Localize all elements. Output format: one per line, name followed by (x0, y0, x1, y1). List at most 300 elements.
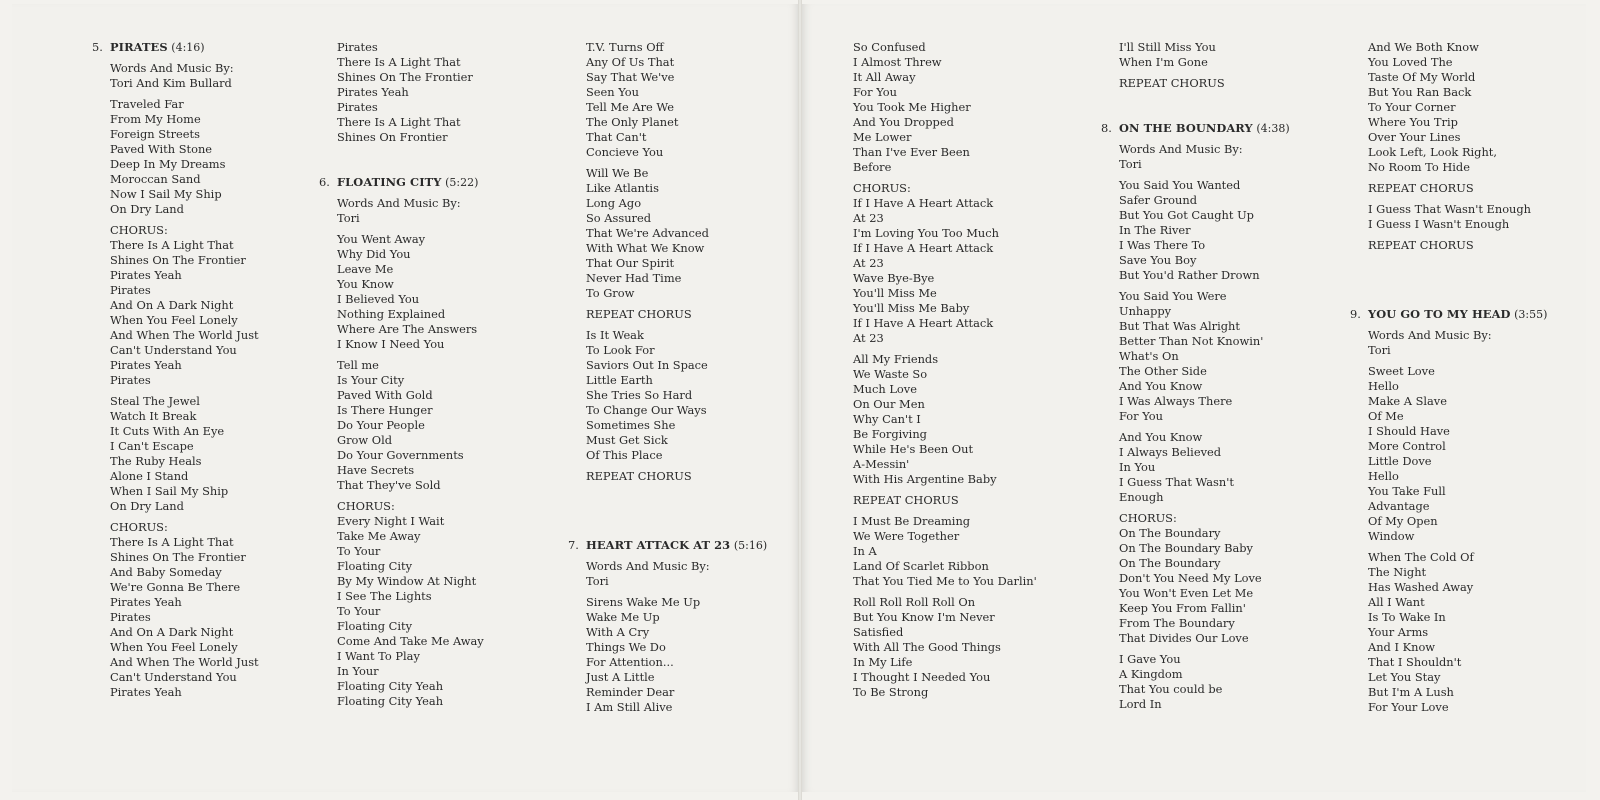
lyric-line: The Night (1368, 565, 1427, 579)
lyric-stanza (1119, 289, 1349, 424)
lyric-line: CHORUS: (853, 181, 911, 195)
lyric-line: Pirates (110, 373, 151, 387)
lyric-line: Tori (1368, 343, 1391, 357)
lyric-line: In A (853, 544, 877, 558)
lyric-line: Shines On The Frontier (337, 70, 473, 84)
lyric-line: Like Atlantis (586, 181, 659, 195)
lyric-line: Pirates Yeah (110, 268, 182, 282)
lyric-line: Paved With Stone (110, 142, 213, 156)
lyric-stanza (1119, 652, 1349, 712)
lyric-line: At 23 (853, 331, 884, 345)
lyric-line: And You Dropped (853, 115, 954, 129)
lyric-line: Nothing Explained (337, 307, 446, 321)
lyric-line: Paved With Gold (337, 388, 433, 402)
lyric-line: When You Feel Lonely (110, 640, 238, 654)
lyric-line: To Your (337, 544, 381, 558)
lyric-line: Be Forgiving (853, 427, 927, 441)
lyric-line: All I Want (1368, 595, 1425, 609)
lyric-line: Has Washed Away (1368, 580, 1474, 594)
lyric-line: You Loved The (1368, 55, 1453, 69)
lyric-line: Save You Boy (1119, 253, 1197, 267)
lyric-line: You Went Away (337, 232, 426, 246)
lyric-line: That Can't (586, 130, 647, 144)
lyric-stanza (110, 394, 340, 514)
lyric-line: Words And Music By: (1119, 142, 1243, 156)
lyric-line: Land Of Scarlet Ribbon (853, 559, 989, 573)
lyric-line: Tori And Kim Bullard (110, 76, 232, 90)
lyric-stanza (110, 61, 340, 91)
lyric-line: I Believed You (337, 292, 420, 306)
lyric-stanza (337, 196, 567, 226)
lyric-line: And You Know (1119, 379, 1203, 393)
lyric-line: With A Cry (586, 625, 650, 639)
lyric-line: When The Cold Of (1368, 550, 1474, 564)
lyric-line: Grow Old (337, 433, 393, 447)
lyric-line: While He's Been Out (853, 442, 974, 456)
section-spacer (1368, 259, 1598, 283)
lyric-line: Satisfied (853, 625, 904, 639)
lyric-line: But You Got Caught Up (1119, 208, 1254, 222)
lyric-line: Keep You From Fallin' (1119, 601, 1246, 615)
lyric-line: On The Boundary (1119, 556, 1221, 570)
lyric-line: Do Your People (337, 418, 425, 432)
lyric-line: Have Secrets (337, 463, 415, 477)
lyric-line: A Kingdom (1119, 667, 1183, 681)
lyric-line: I Want To Play (337, 649, 420, 663)
song-number: 8. (1101, 121, 1112, 135)
lyrics-column-1 (92, 40, 340, 706)
lyric-line: All My Friends (853, 352, 939, 366)
lyric-line: Where Are The Answers (337, 322, 478, 336)
lyric-line: So Confused (853, 40, 926, 54)
lyric-line: And When The World Just (110, 328, 259, 342)
song-title: PIRATES (110, 40, 168, 54)
lyric-line: It Cuts With An Eye (110, 424, 225, 438)
lyric-line: At 23 (853, 211, 884, 225)
lyric-line: Tori (586, 574, 609, 588)
lyric-line: Can't Understand You (110, 343, 237, 357)
lyric-line: With All The Good Things (853, 640, 1001, 654)
lyric-line: Pirates Yeah (110, 358, 182, 372)
lyric-stanza (110, 520, 340, 700)
lyric-line: And On A Dark Night (110, 298, 234, 312)
lyric-line: She Tries So Hard (586, 388, 693, 402)
song-title: FLOATING CITY (337, 175, 442, 189)
lyric-line: Shines On The Frontier (110, 550, 246, 564)
lyric-line: Unhappy (1119, 304, 1172, 318)
lyric-line: Pirates (337, 100, 378, 114)
lyric-stanza (853, 40, 1083, 175)
lyric-stanza (337, 358, 567, 493)
lyric-line: Pirates Yeah (110, 595, 182, 609)
lyric-line: Say That We've (586, 70, 675, 84)
lyric-line: What's On (1119, 349, 1179, 363)
lyric-line: That You could be (1119, 682, 1223, 696)
lyric-line: Shines On Frontier (337, 130, 448, 144)
lyric-line: Now I Sail My Ship (110, 187, 222, 201)
lyric-line: Me Lower (853, 130, 912, 144)
lyric-stanza (1119, 178, 1349, 283)
lyric-line: You'll Miss Me (853, 286, 937, 300)
lyric-line: Words And Music By: (337, 196, 461, 210)
lyric-line: REPEAT CHORUS (1119, 76, 1225, 90)
lyric-line: Every Night I Wait (337, 514, 445, 528)
lyric-line: Taste Of My World (1368, 70, 1476, 84)
lyric-line: Enough (1119, 490, 1164, 504)
lyric-line: So Assured (586, 211, 652, 225)
lyric-line: You'll Miss Me Baby (853, 301, 970, 315)
lyric-line: Better Than Not Knowin' (1119, 334, 1264, 348)
lyric-stanza (1368, 328, 1598, 358)
song-heading (1350, 307, 1598, 322)
lyric-line: But You Know I'm Never (853, 610, 995, 624)
lyric-line: I Am Still Alive (586, 700, 673, 714)
lyric-line: To Grow (586, 286, 635, 300)
lyric-line: For You (853, 85, 897, 99)
lyric-line: Any Of Us That (586, 55, 675, 69)
lyric-line: You Know (337, 277, 394, 291)
lyric-line: Steal The Jewel (110, 394, 200, 408)
lyric-line: Hello (1368, 379, 1399, 393)
lyric-line: REPEAT CHORUS (586, 469, 692, 483)
lyric-line: Pirates Yeah (110, 685, 182, 699)
lyric-line: Window (1368, 529, 1415, 543)
song-duration: (4:38) (1256, 122, 1290, 135)
lyric-line: Is It Weak (586, 328, 644, 342)
lyric-line: CHORUS: (337, 499, 395, 513)
lyric-line: A-Messin' (853, 457, 910, 471)
lyric-line: Just A Little (586, 670, 655, 684)
lyric-line: Let You Stay (1368, 670, 1441, 684)
lyric-line: Pirates (110, 610, 151, 624)
lyric-line: Seen You (586, 85, 639, 99)
lyric-line: More Control (1368, 439, 1446, 453)
lyric-line: In My Life (853, 655, 913, 669)
lyric-stanza (337, 40, 567, 145)
lyric-line: And I Know (1368, 640, 1436, 654)
lyric-line: Saviors Out In Space (586, 358, 708, 372)
lyric-line: On Our Men (853, 397, 925, 411)
lyric-line: Pirates (337, 40, 378, 54)
lyric-stanza (1368, 238, 1598, 253)
song-title: YOU GO TO MY HEAD (1368, 307, 1511, 321)
lyric-line: Is To Wake In (1368, 610, 1446, 624)
lyric-stanza (586, 40, 816, 160)
lyric-line: Floating City Yeah (337, 679, 444, 693)
lyric-line: Sometimes She (586, 418, 676, 432)
section-spacer (586, 514, 816, 538)
lyric-line: If I Have A Heart Attack (853, 196, 994, 210)
lyric-line: That Our Spirit (586, 256, 675, 270)
lyric-line: Must Get Sick (586, 433, 668, 447)
song-number: 7. (568, 538, 579, 552)
lyric-line: The Ruby Heals (110, 454, 202, 468)
lyric-line: Make A Slave (1368, 394, 1447, 408)
lyric-stanza (1119, 40, 1349, 70)
lyric-line: We're Gonna Be There (110, 580, 241, 594)
lyric-line: On The Boundary Baby (1119, 541, 1253, 555)
lyric-stanza (1368, 364, 1598, 544)
lyric-line: That Divides Our Love (1119, 631, 1249, 645)
lyric-line: Long Ago (586, 196, 642, 210)
lyric-line: With His Argentine Baby (853, 472, 997, 486)
lyric-line: I Guess That Wasn't (1119, 475, 1234, 489)
lyric-line: On Dry Land (110, 499, 184, 513)
lyric-line: I Guess I Wasn't Enough (1368, 217, 1510, 231)
lyric-line: We Were Together (853, 529, 960, 543)
lyric-line: At 23 (853, 256, 884, 270)
lyric-line: Why Did You (337, 247, 411, 261)
lyric-line: There Is A Light That (110, 238, 234, 252)
lyric-line: Lord In (1119, 697, 1162, 711)
lyric-line: I Can't Escape (110, 439, 194, 453)
lyric-line: And Baby Someday (110, 565, 222, 579)
lyric-line: And We Both Know (1368, 40, 1479, 54)
lyric-line: Look Left, Look Right, (1368, 145, 1497, 159)
lyric-stanza (110, 223, 340, 388)
lyric-line: The Only Planet (586, 115, 679, 129)
lyric-line: That They've Sold (337, 478, 441, 492)
lyric-line: Words And Music By: (586, 559, 710, 573)
lyric-line: Tell Me Are We (586, 100, 674, 114)
song-duration: (5:16) (733, 539, 768, 552)
lyric-stanza (110, 97, 340, 217)
lyric-line: Never Had Time (586, 271, 682, 285)
lyric-line: Before (853, 160, 892, 174)
lyric-line: I Gave You (1119, 652, 1181, 666)
lyric-stanza (1119, 430, 1349, 505)
lyric-stanza (586, 469, 816, 484)
lyric-stanza (853, 595, 1083, 700)
lyric-stanza (1119, 76, 1349, 91)
lyric-line: Much Love (853, 382, 917, 396)
song-duration: (3:55) (1514, 308, 1548, 321)
lyric-line: REPEAT CHORUS (853, 493, 959, 507)
lyric-line: On The Boundary (1119, 526, 1221, 540)
lyric-line: I Guess That Wasn't Enough (1368, 202, 1532, 216)
lyric-line: Than I've Ever Been (853, 145, 970, 159)
lyrics-column-5 (1101, 40, 1349, 718)
lyric-line: Traveled Far (110, 97, 184, 111)
lyric-line: To Be Strong (853, 685, 929, 699)
song-heading (92, 40, 340, 55)
lyric-stanza (586, 559, 816, 589)
lyric-line: Will We Be (586, 166, 649, 180)
lyric-stanza (853, 181, 1083, 346)
lyric-line: Sirens Wake Me Up (586, 595, 701, 609)
lyric-line: The Other Side (1119, 364, 1207, 378)
lyric-stanza (337, 232, 567, 352)
lyric-line: Little Earth (586, 373, 653, 387)
lyrics-column-6 (1350, 40, 1598, 721)
lyric-stanza (1368, 202, 1598, 232)
song-duration: (4:16) (171, 41, 205, 54)
lyric-line: For Your Love (1368, 700, 1449, 714)
lyric-line: Over Your Lines (1368, 130, 1461, 144)
lyric-line: For You (1119, 409, 1163, 423)
lyric-line: I Know I Need You (337, 337, 445, 351)
lyric-line: Pirates Yeah (337, 85, 409, 99)
lyric-stanza (1368, 550, 1598, 715)
lyric-line: Roll Roll Roll Roll On (853, 595, 976, 609)
lyric-stanza (1368, 181, 1598, 196)
lyric-line: From My Home (110, 112, 201, 126)
lyric-line: I'll Still Miss You (1119, 40, 1216, 54)
lyric-line: Concieve You (586, 145, 664, 159)
lyric-line: Safer Ground (1119, 193, 1197, 207)
lyric-line: Pirates (110, 283, 151, 297)
lyric-line: REPEAT CHORUS (586, 307, 692, 321)
lyric-line: Wave Bye-Bye (853, 271, 935, 285)
lyric-line: Your Arms (1368, 625, 1429, 639)
lyric-stanza (1119, 511, 1349, 646)
lyric-line: That You Tied Me to You Darlin' (853, 574, 1037, 588)
lyric-line: There Is A Light That (110, 535, 234, 549)
lyric-line: Deep In My Dreams (110, 157, 226, 171)
lyric-line: When I'm Gone (1119, 55, 1208, 69)
lyric-line: When I Sail My Ship (110, 484, 229, 498)
lyric-line: In Your (337, 664, 379, 678)
lyric-line: In You (1119, 460, 1156, 474)
lyric-stanza (853, 514, 1083, 589)
song-duration: (5:22) (445, 176, 479, 189)
lyric-line: But That Was Alright (1119, 319, 1240, 333)
lyric-line: Come And Take Me Away (337, 634, 484, 648)
lyric-line: Floating City (337, 559, 413, 573)
lyric-line: I Thought I Needed You (853, 670, 991, 684)
lyric-line: Watch It Break (110, 409, 197, 423)
song-title: ON THE BOUNDARY (1119, 121, 1253, 135)
lyric-line: For Attention... (586, 655, 674, 669)
lyric-line: Shines On The Frontier (110, 253, 246, 267)
lyric-stanza (586, 595, 816, 715)
lyric-line: Tori (1119, 157, 1142, 171)
lyric-line: CHORUS: (110, 223, 168, 237)
lyric-line: You Won't Even Let Me (1119, 586, 1254, 600)
song-title: HEART ATTACK AT 23 (586, 538, 731, 552)
song-number: 5. (92, 40, 103, 54)
lyric-line: I Was There To (1119, 238, 1206, 252)
song-heading (319, 175, 567, 190)
lyric-line: Can't Understand You (110, 670, 237, 684)
lyric-line: Is Your City (337, 373, 405, 387)
section-spacer (586, 490, 816, 514)
lyric-line: REPEAT CHORUS (1368, 238, 1474, 252)
lyric-line: But I'm A Lush (1368, 685, 1454, 699)
lyric-line: Do Your Governments (337, 448, 464, 462)
lyric-line: CHORUS: (1119, 511, 1177, 525)
lyrics-column-4 (853, 40, 1083, 706)
lyric-line: And You Know (1119, 430, 1203, 444)
lyric-line: Things We Do (586, 640, 666, 654)
lyric-line: You Took Me Higher (853, 100, 971, 114)
lyric-line: Hello (1368, 469, 1399, 483)
lyric-stanza (853, 493, 1083, 508)
lyric-line: To Your Corner (1368, 100, 1456, 114)
lyric-line: I See The Lights (337, 589, 432, 603)
lyric-line: Moroccan Sand (110, 172, 201, 186)
lyric-line: Why Can't I (853, 412, 921, 426)
lyric-line: I Should Have (1368, 424, 1450, 438)
lyric-line: There Is A Light That (337, 55, 461, 69)
lyric-line: But You'd Rather Drown (1119, 268, 1260, 282)
lyric-line: Alone I Stand (110, 469, 189, 483)
lyric-line: Tori (337, 211, 360, 225)
lyric-line: Tell me (337, 358, 379, 372)
lyric-line: Sweet Love (1368, 364, 1435, 378)
lyric-line: And When The World Just (110, 655, 259, 669)
lyric-line: No Room To Hide (1368, 160, 1470, 174)
lyric-line: I Always Believed (1119, 445, 1222, 459)
lyric-line: From The Boundary (1119, 616, 1235, 630)
lyric-line: When You Feel Lonely (110, 313, 238, 327)
lyric-line: Where You Trip (1368, 115, 1458, 129)
lyric-line: That I Shouldn't (1368, 655, 1462, 669)
lyric-line: On Dry Land (110, 202, 184, 216)
lyric-line: In The River (1119, 223, 1191, 237)
lyric-line: You Said You Wanted (1119, 178, 1241, 192)
lyric-line: Reminder Dear (586, 685, 675, 699)
lyric-line: But You Ran Back (1368, 85, 1472, 99)
lyric-line: I Was Always There (1119, 394, 1233, 408)
lyric-line: By My Window At Night (337, 574, 477, 588)
lyric-line: Little Dove (1368, 454, 1432, 468)
lyric-line: Take Me Away (337, 529, 421, 543)
lyric-stanza (586, 166, 816, 301)
lyric-line: Words And Music By: (1368, 328, 1492, 342)
lyric-line: You Take Full (1368, 484, 1446, 498)
lyric-line: Don't You Need My Love (1119, 571, 1262, 585)
lyric-line: Advantage (1368, 499, 1430, 513)
lyric-line: Floating City Yeah (337, 694, 444, 708)
section-spacer (1368, 283, 1598, 307)
lyric-line: I Must Be Dreaming (853, 514, 971, 528)
lyric-line: Of My Open (1368, 514, 1438, 528)
lyric-stanza (337, 499, 567, 709)
lyric-line: Is There Hunger (337, 403, 433, 417)
lyric-line: Of This Place (586, 448, 663, 462)
lyric-line: Foreign Streets (110, 127, 200, 141)
lyrics-column-2 (319, 40, 567, 715)
song-heading (568, 538, 816, 553)
lyric-line: I Almost Threw (853, 55, 942, 69)
lyric-line: Leave Me (337, 262, 394, 276)
lyric-line: Wake Me Up (586, 610, 660, 624)
lyric-line: And On A Dark Night (110, 625, 234, 639)
lyric-line: REPEAT CHORUS (1368, 181, 1474, 195)
lyric-line: Floating City (337, 619, 413, 633)
lyric-stanza (1119, 142, 1349, 172)
lyric-line: It All Away (853, 70, 916, 84)
lyric-line: You Said You Were (1119, 289, 1227, 303)
lyric-line: If I Have A Heart Attack (853, 241, 994, 255)
lyric-stanza (853, 352, 1083, 487)
lyric-line: To Your (337, 604, 381, 618)
section-spacer (337, 151, 567, 175)
lyric-line: T.V. Turns Off (586, 40, 664, 54)
lyric-stanza (1368, 40, 1598, 175)
lyric-line: We Waste So (853, 367, 928, 381)
song-heading (1101, 121, 1349, 136)
lyric-line: If I Have A Heart Attack (853, 316, 994, 330)
lyric-stanza (586, 328, 816, 463)
lyric-stanza (586, 307, 816, 322)
lyric-line: Of Me (1368, 409, 1404, 423)
lyrics-column-3 (568, 40, 816, 721)
lyric-line: That We're Advanced (586, 226, 709, 240)
lyric-line: There Is A Light That (337, 115, 461, 129)
lyric-line: With What We Know (586, 241, 705, 255)
